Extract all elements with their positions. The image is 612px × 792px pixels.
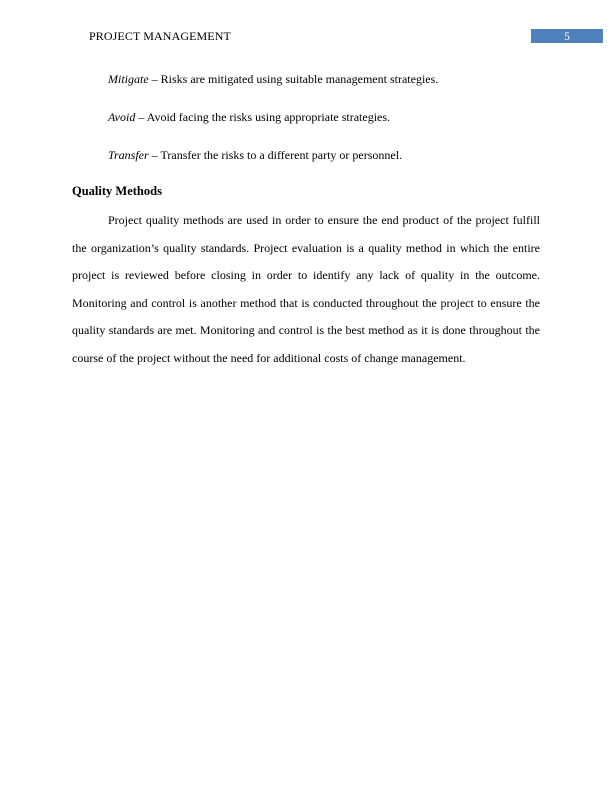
risk-term: Avoid [108,110,136,124]
risk-strategy-avoid [108,110,390,125]
risk-strategy-mitigate [108,72,438,87]
section-heading: Quality Methods [72,184,162,198]
risk-description: – Transfer the risks to a different party or personnel. [148,148,403,162]
risk-term: Transfer [108,148,149,162]
risk-term: Mitigate [108,72,149,86]
risk-strategy-transfer [108,148,402,163]
risk-description: – Risks are mitigated using suitable management strategies. [148,72,439,86]
body-paragraph: Project quality methods are used in order to ensure the end product of the project fulfill the organization’s quality standards. Project evaluation is a quality method in which the entire project is reviewed before closing in order to identify any lack of quality in the outcome. Monitoring and control is another method that is conducted throughout the project to ensure the quality standards are met. Monitoring and control is the best method as it is done throughout the course of the project without the need for additional costs of change management. [72,213,540,365]
page-number: 5 [531,29,603,43]
risk-description: – Avoid facing the risks using appropriate strategies. [135,110,391,124]
running-head: PROJECT MANAGEMENT [89,29,231,43]
